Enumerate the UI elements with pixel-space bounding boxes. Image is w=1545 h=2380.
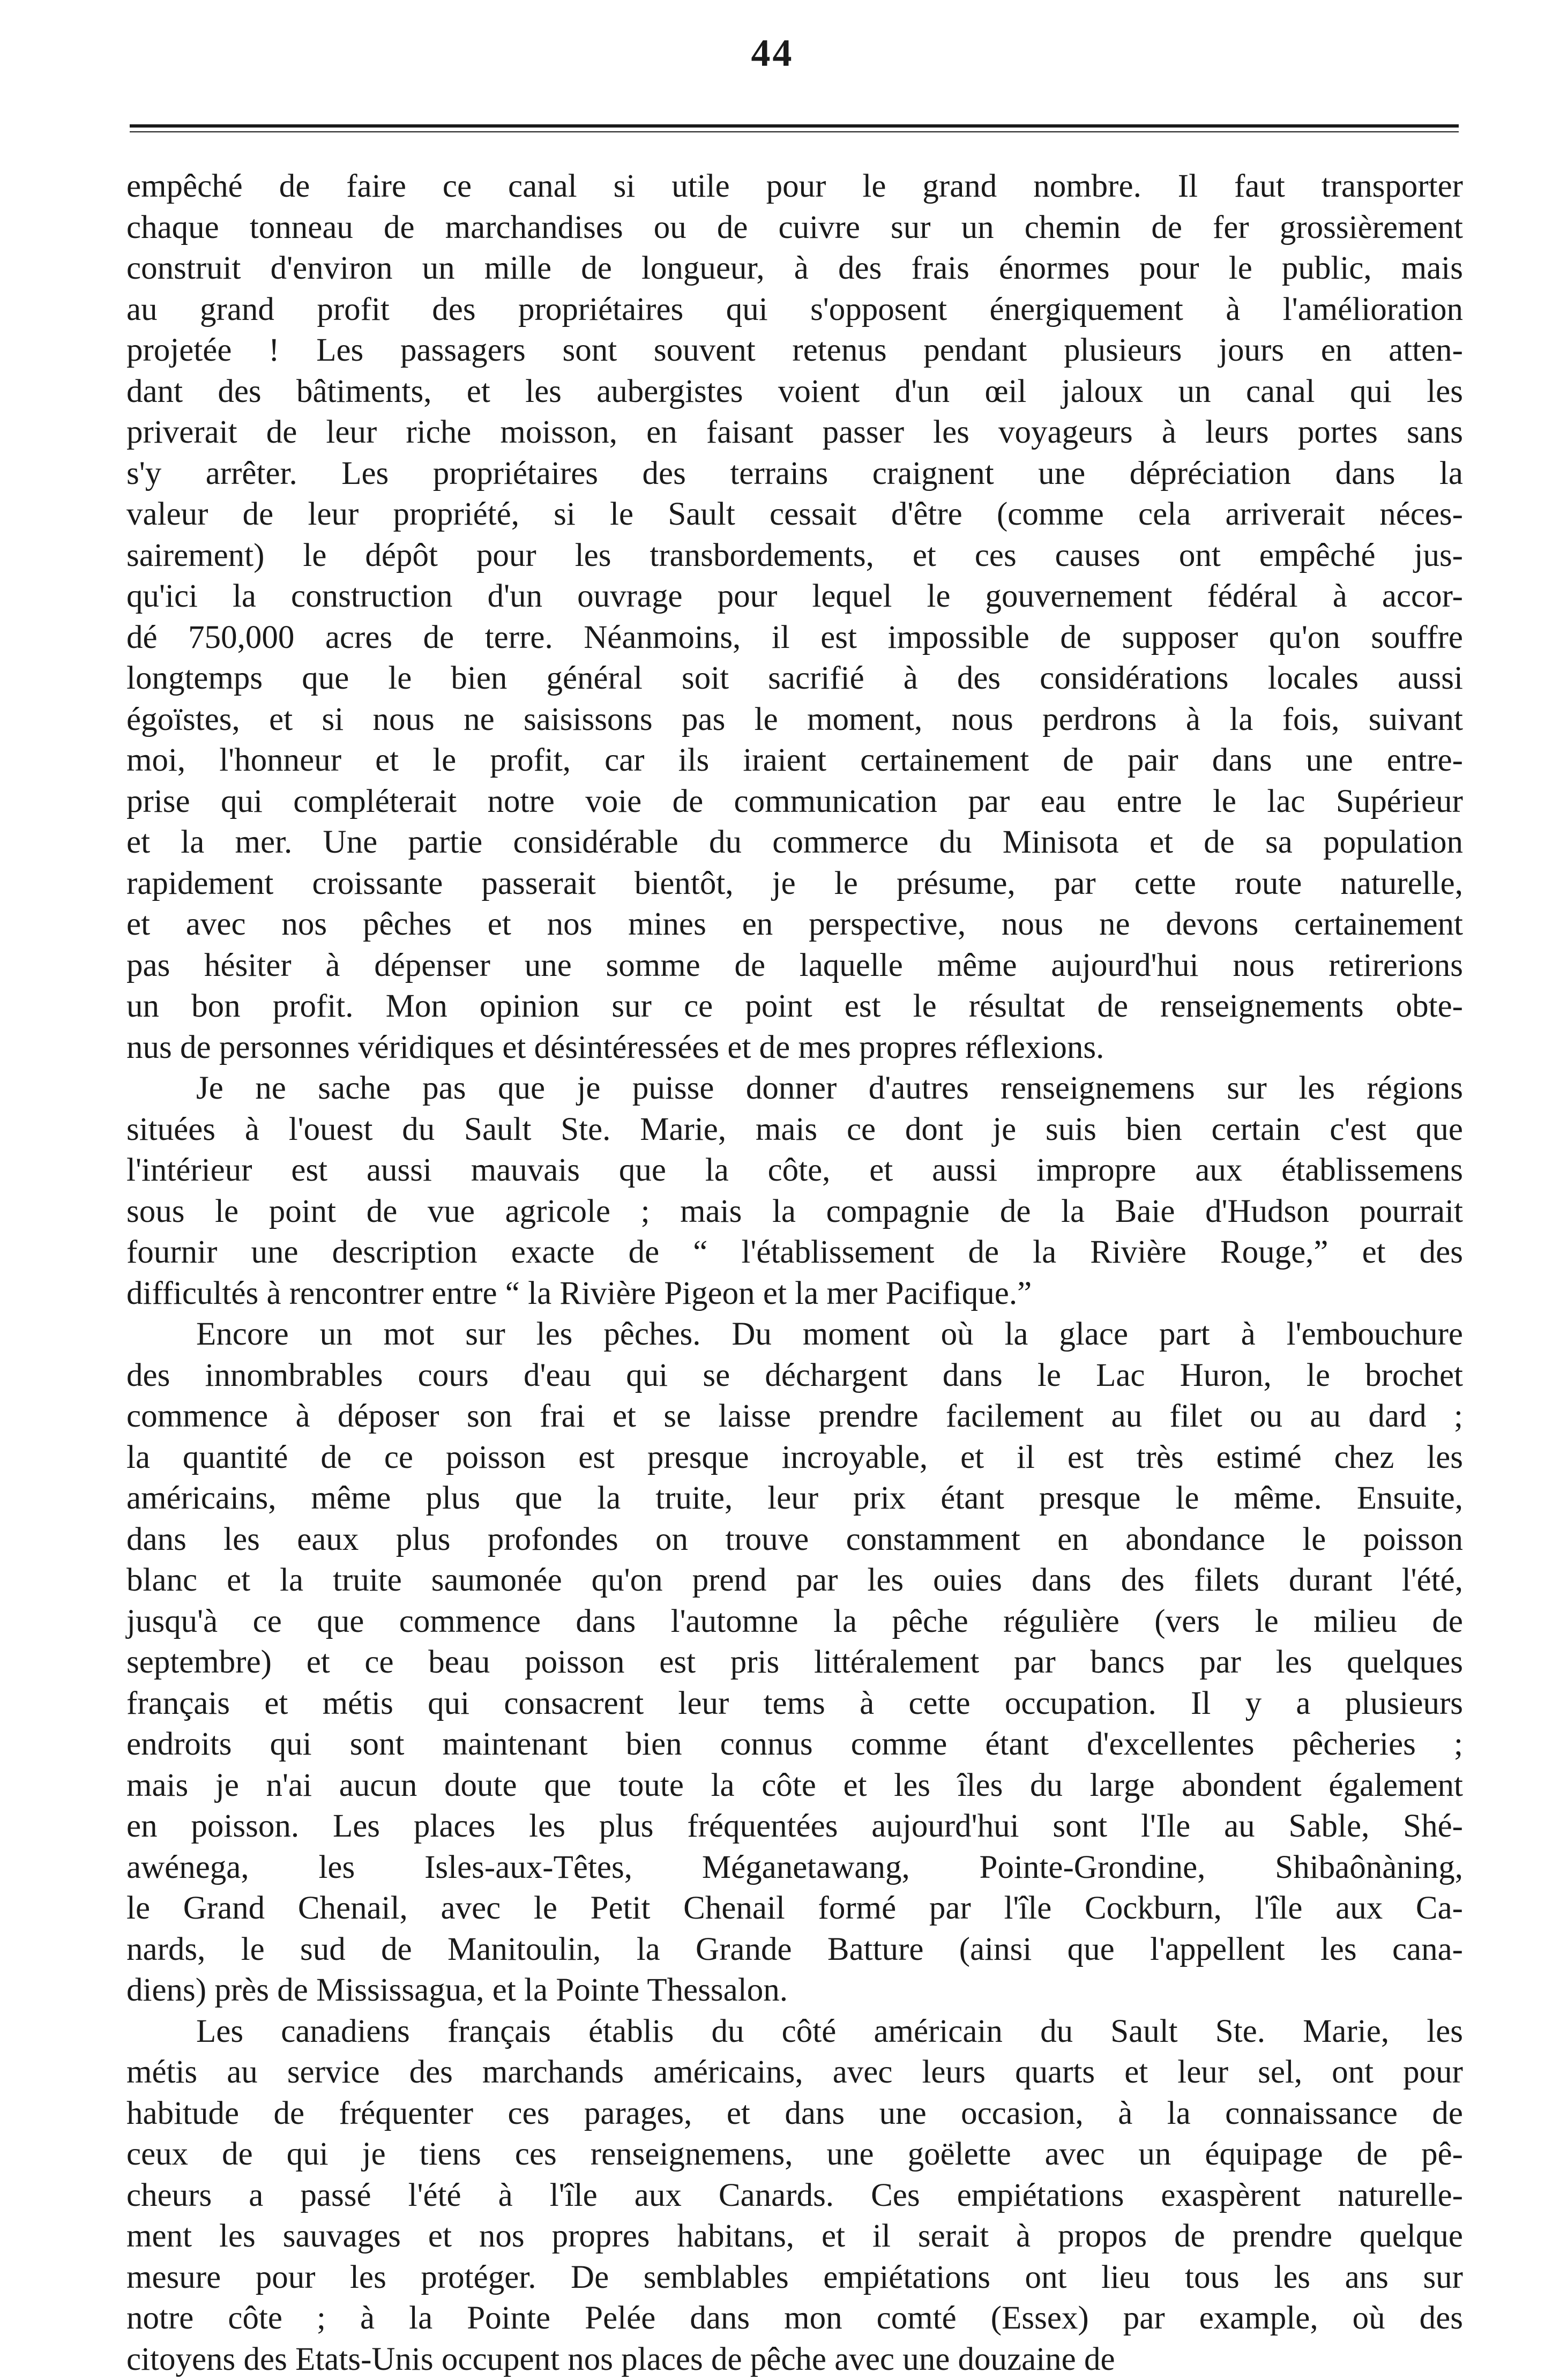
text-line: valeur de leur propriété, si le Sault cessait d'être (comme cela arriverait néces- bbox=[126, 494, 1463, 535]
text-line: en poisson. Les places les plus fréquentées aujourd'hui sont l'Ile au Sable, Shé- bbox=[126, 1806, 1463, 1847]
text-line: français et métis qui consacrent leur tems à cette occupation. Il y a plusieurs bbox=[126, 1683, 1463, 1725]
text-line: l'intérieur est aussi mauvais que la côte, et aussi impropre aux établissemens bbox=[126, 1150, 1463, 1191]
text-line: diens) près de Mississagua, et la Pointe Thessalon. bbox=[126, 1970, 1463, 2011]
text-line: et la mer. Une partie considérable du commerce du Minisota et de sa population bbox=[126, 822, 1463, 863]
header-rule-thin bbox=[130, 131, 1459, 132]
text-line: et avec nos pêches et nos mines en perspective, nous ne devons certainement bbox=[126, 904, 1463, 945]
text-line: Encore un mot sur les pêches. Du moment où la glace part à l'embouchure bbox=[126, 1314, 1463, 1355]
text-line: dans les eaux plus profondes on trouve constamment en abondance le poisson bbox=[126, 1519, 1463, 1561]
text-line: blanc et la truite saumonée qu'on prend par les ouies dans des filets durant l'été, bbox=[126, 1560, 1463, 1601]
paragraph bbox=[126, 2011, 1463, 2380]
text-line: Je ne sache pas que je puisse donner d'autres renseignemens sur les régions bbox=[126, 1068, 1463, 1109]
text-line: cheurs a passé l'été à l'île aux Canards. Ces empiétations exaspèrent naturelle- bbox=[126, 2175, 1463, 2217]
text-line: sairement) le dépôt pour les transbordements, et ces causes ont empêché jus- bbox=[126, 535, 1463, 577]
text-line: situées à l'ouest du Sault Ste. Marie, mais ce dont je suis bien certain c'est que bbox=[126, 1109, 1463, 1151]
text-line: mais je n'ai aucun doute que toute la côte et les îles du large abondent également bbox=[126, 1765, 1463, 1807]
text-line: ment les sauvages et nos propres habitans, et il serait à propos de prendre quelque bbox=[126, 2216, 1463, 2257]
text-line: métis au service des marchands américains, avec leurs quarts et leur sel, ont pour bbox=[126, 2052, 1463, 2093]
text-line: moi, l'honneur et le profit, car ils iraient certainement de pair dans une entre- bbox=[126, 740, 1463, 781]
paragraph bbox=[126, 1314, 1463, 2011]
text-line: nus de personnes véridiques et désintéressées et de mes propres réflexions. bbox=[126, 1027, 1463, 1069]
text-line: construit d'environ un mille de longueur, à des frais énormes pour le public, mais bbox=[126, 248, 1463, 289]
text-line: égoïstes, et si nous ne saisissons pas le moment, nous perdrons à la fois, suivant bbox=[126, 699, 1463, 741]
text-line: s'y arrêter. Les propriétaires des terrains craignent une dépréciation dans la bbox=[126, 453, 1463, 495]
text-line: longtemps que le bien général soit sacrifié à des considérations locales aussi bbox=[126, 658, 1463, 699]
text-line: awénega, les Isles-aux-Têtes, Méganetawang, Pointe-Grondine, Shibaônàning, bbox=[126, 1847, 1463, 1889]
text-line: nards, le sud de Manitoulin, la Grande Batture (ainsi que l'appellent les cana- bbox=[126, 1929, 1463, 1971]
text-line: pas hésiter à dépenser une somme de laquelle même aujourd'hui nous retirerions bbox=[126, 945, 1463, 987]
text-line: dant des bâtiments, et les aubergistes voient d'un œil jaloux un canal qui les bbox=[126, 371, 1463, 413]
text-line: des innombrables cours d'eau qui se déchargent dans le Lac Huron, le brochet bbox=[126, 1355, 1463, 1397]
text-line: septembre) et ce beau poisson est pris littéralement par bancs par les quelques bbox=[126, 1642, 1463, 1683]
paragraph bbox=[126, 1068, 1463, 1314]
text-line: endroits qui sont maintenant bien connus comme étant d'excellentes pêcheries ; bbox=[126, 1724, 1463, 1765]
text-line: fournir une description exacte de “ l'établissement de la Rivière Rouge,” et des bbox=[126, 1232, 1463, 1273]
text-line: chaque tonneau de marchandises ou de cuivre sur un chemin de fer grossièrement bbox=[126, 207, 1463, 249]
text-line: habitude de fréquenter ces parages, et dans une occasion, à la connaissance de bbox=[126, 2093, 1463, 2135]
text-line: difficultés à rencontrer entre “ la Rivière Pigeon et la mer Pacifique.” bbox=[126, 1273, 1463, 1315]
text-line: Les canadiens français établis du côté américain du Sault Ste. Marie, les bbox=[126, 2011, 1463, 2053]
text-line: prise qui compléterait notre voie de communication par eau entre le lac Supérieur bbox=[126, 781, 1463, 823]
text-line: jusqu'à ce que commence dans l'automne la pêche régulière (vers le milieu de bbox=[126, 1601, 1463, 1643]
text-line: notre côte ; à la Pointe Pelée dans mon comté (Essex) par example, où des bbox=[126, 2298, 1463, 2339]
text-line: commence à déposer son frai et se laisse prendre facilement au filet ou au dard ; bbox=[126, 1396, 1463, 1437]
text-line: la quantité de ce poisson est presque incroyable, et il est très estimé chez les bbox=[126, 1437, 1463, 1479]
text-line: un bon profit. Mon opinion sur ce point est le résultat de renseignements obte- bbox=[126, 986, 1463, 1027]
text-line: le Grand Chenail, avec le Petit Chenail formé par l'île Cockburn, l'île aux Ca- bbox=[126, 1888, 1463, 1929]
header-rule-thick bbox=[130, 124, 1459, 128]
body-text bbox=[126, 166, 1463, 2380]
text-line: rapidement croissante passerait bientôt, je le présume, par cette route naturelle, bbox=[126, 863, 1463, 905]
text-line: citoyens des Etats-Unis occupent nos places de pêche avec une douzaine de bbox=[126, 2339, 1463, 2380]
text-line: empêché de faire ce canal si utile pour le grand nombre. Il faut transporter bbox=[126, 166, 1463, 207]
text-line: sous le point de vue agricole ; mais la compagnie de la Baie d'Hudson pourrait bbox=[126, 1191, 1463, 1233]
paragraph bbox=[126, 166, 1463, 1068]
text-line: au grand profit des propriétaires qui s'opposent énergiquement à l'amélioration bbox=[126, 289, 1463, 331]
text-line: qu'ici la construction d'un ouvrage pour lequel le gouvernement fédéral à accor- bbox=[126, 576, 1463, 617]
text-line: priverait de leur riche moisson, en faisant passer les voyageurs à leurs portes sans bbox=[126, 412, 1463, 453]
text-line: américains, même plus que la truite, leur prix étant presque le même. Ensuite, bbox=[126, 1478, 1463, 1519]
text-line: dé 750,000 acres de terre. Néanmoins, il est impossible de supposer qu'on souffre bbox=[126, 617, 1463, 659]
text-line: mesure pour les protéger. De semblables empiétations ont lieu tous les ans sur bbox=[126, 2257, 1463, 2299]
text-line: projetée ! Les passagers sont souvent retenus pendant plusieurs jours en atten- bbox=[126, 330, 1463, 371]
page-number: 44 bbox=[0, 31, 1545, 76]
text-line: ceux de qui je tiens ces renseignemens, une goëlette avec un équipage de pê- bbox=[126, 2134, 1463, 2175]
